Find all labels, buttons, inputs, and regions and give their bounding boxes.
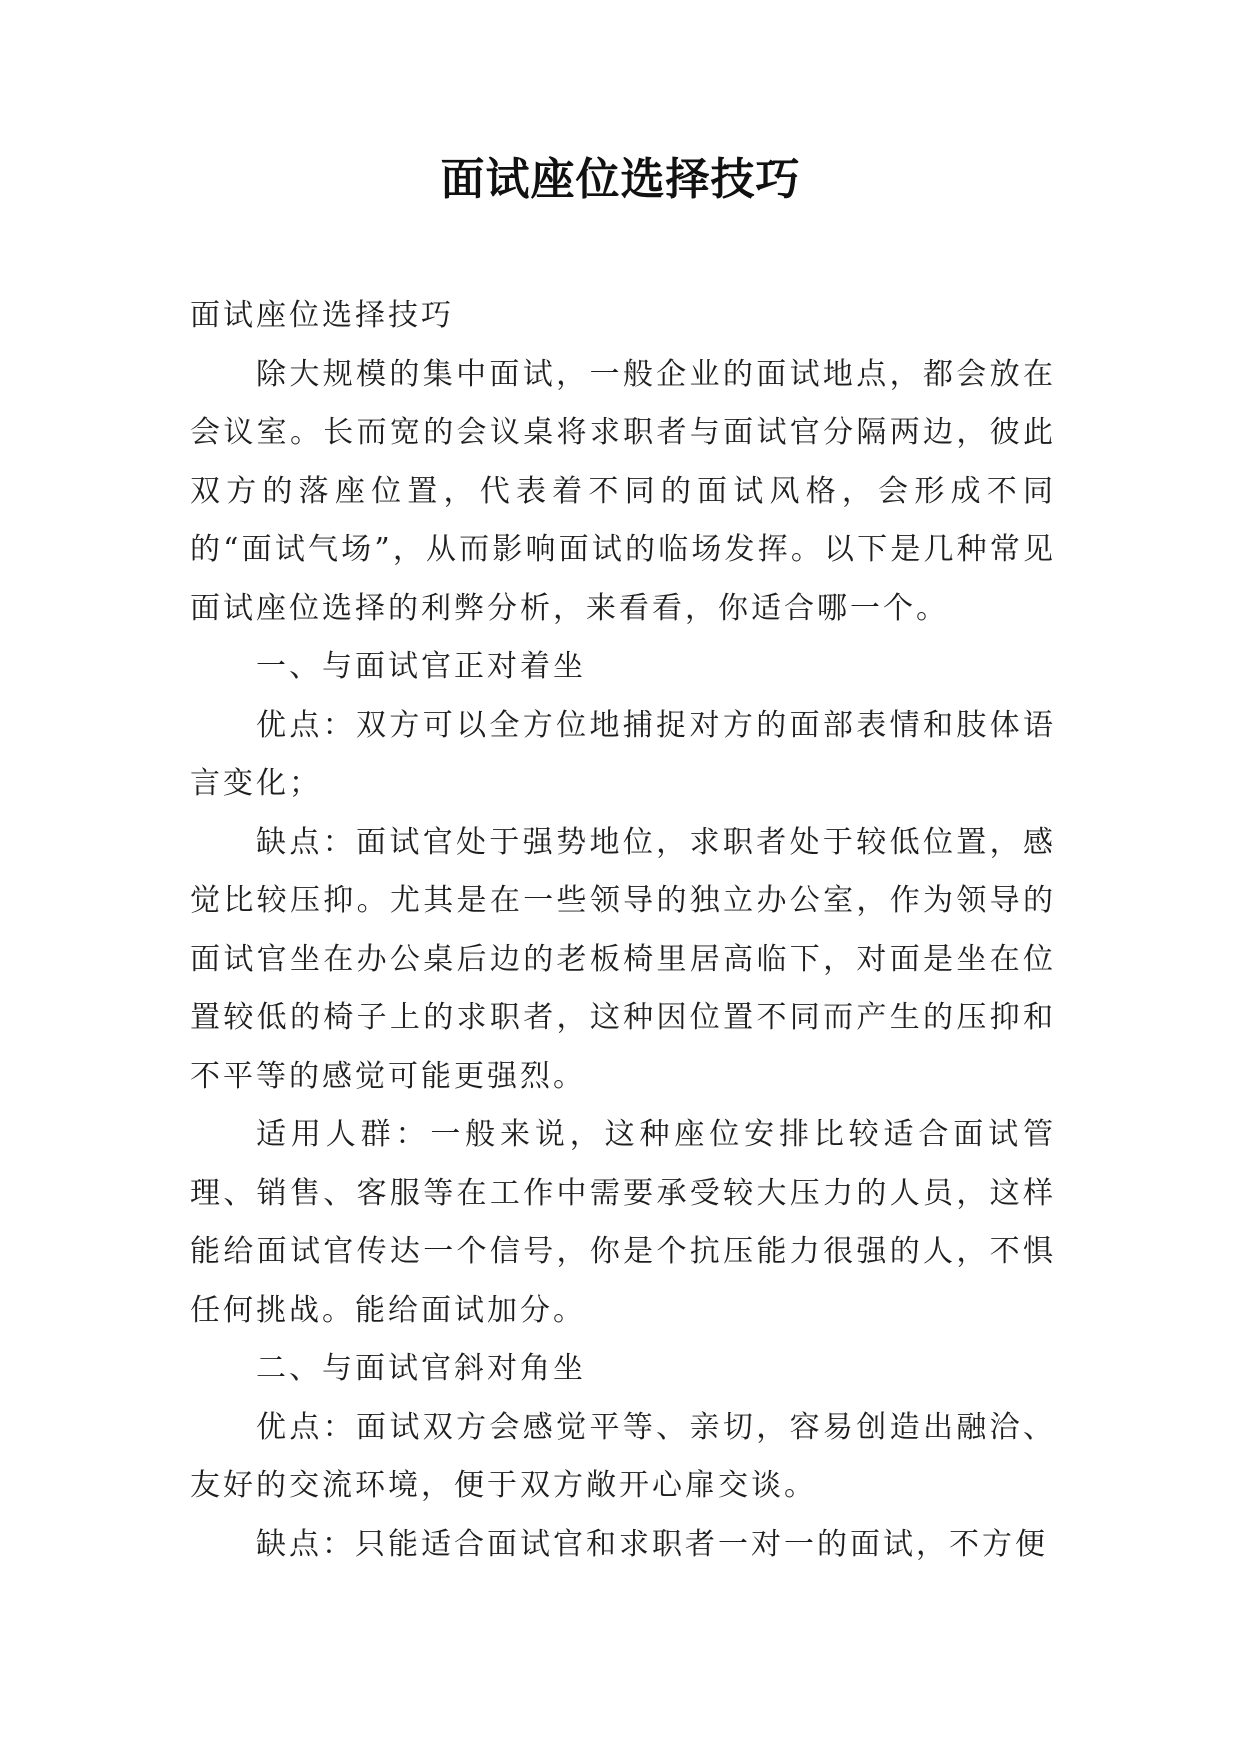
document-title: 面试座位选择技巧 xyxy=(440,154,801,205)
document-body xyxy=(190,287,1056,1574)
paragraph-subtitle: 面试座位选择技巧 xyxy=(190,298,454,333)
paragraph-intro: 除大规模的集中面试，一般企业的面试地点，都会放在会议室。长而宽的会议桌将求职者与面试官分隔两边，彼此双方的落座位置，代表着不同的面试风格，会形成不同的“面试气场”，从而影响面试的临场发挥。以下是几种常见面试座位选择的利弊分析，来看看，你适合哪一个。 xyxy=(190,356,1056,626)
paragraph-cons-2: 缺点：只能适合面试官和求职者一对一的面试，不方便 xyxy=(256,1526,1048,1562)
paragraph-suitable-1: 适用人群：一般来说，这种座位安排比较适合面试管理、销售、客服等在工作中需要承受较大压力的人员，这样能给面试官传达一个信号，你是个抗压能力很强的人，不惧任何挑战。能给面试加分。 xyxy=(190,1117,1056,1328)
paragraph-cons-1: 缺点：面试官处于强势地位，求职者处于较低位置，感觉比较压抑。尤其是在一些领导的独立办公室，作为领导的面试官坐在办公桌后边的老板椅里居高临下，对面是坐在位置较低的椅子上的求职者，这种因位置不同而产生的压抑和不平等的感觉可能更强烈。 xyxy=(190,824,1056,1094)
paragraph-pros-2: 优点：面试双方会感觉平等、亲切，容易创造出融洽、友好的交流环境，便于双方敞开心扉交谈。 xyxy=(190,1409,1056,1503)
section-heading-1: 一、与面试官正对着坐 xyxy=(256,649,586,684)
paragraph-pros-1: 优点：双方可以全方位地捕捉对方的面部表情和肢体语言变化； xyxy=(190,707,1056,801)
section-heading-2: 二、与面试官斜对角坐 xyxy=(256,1351,586,1386)
